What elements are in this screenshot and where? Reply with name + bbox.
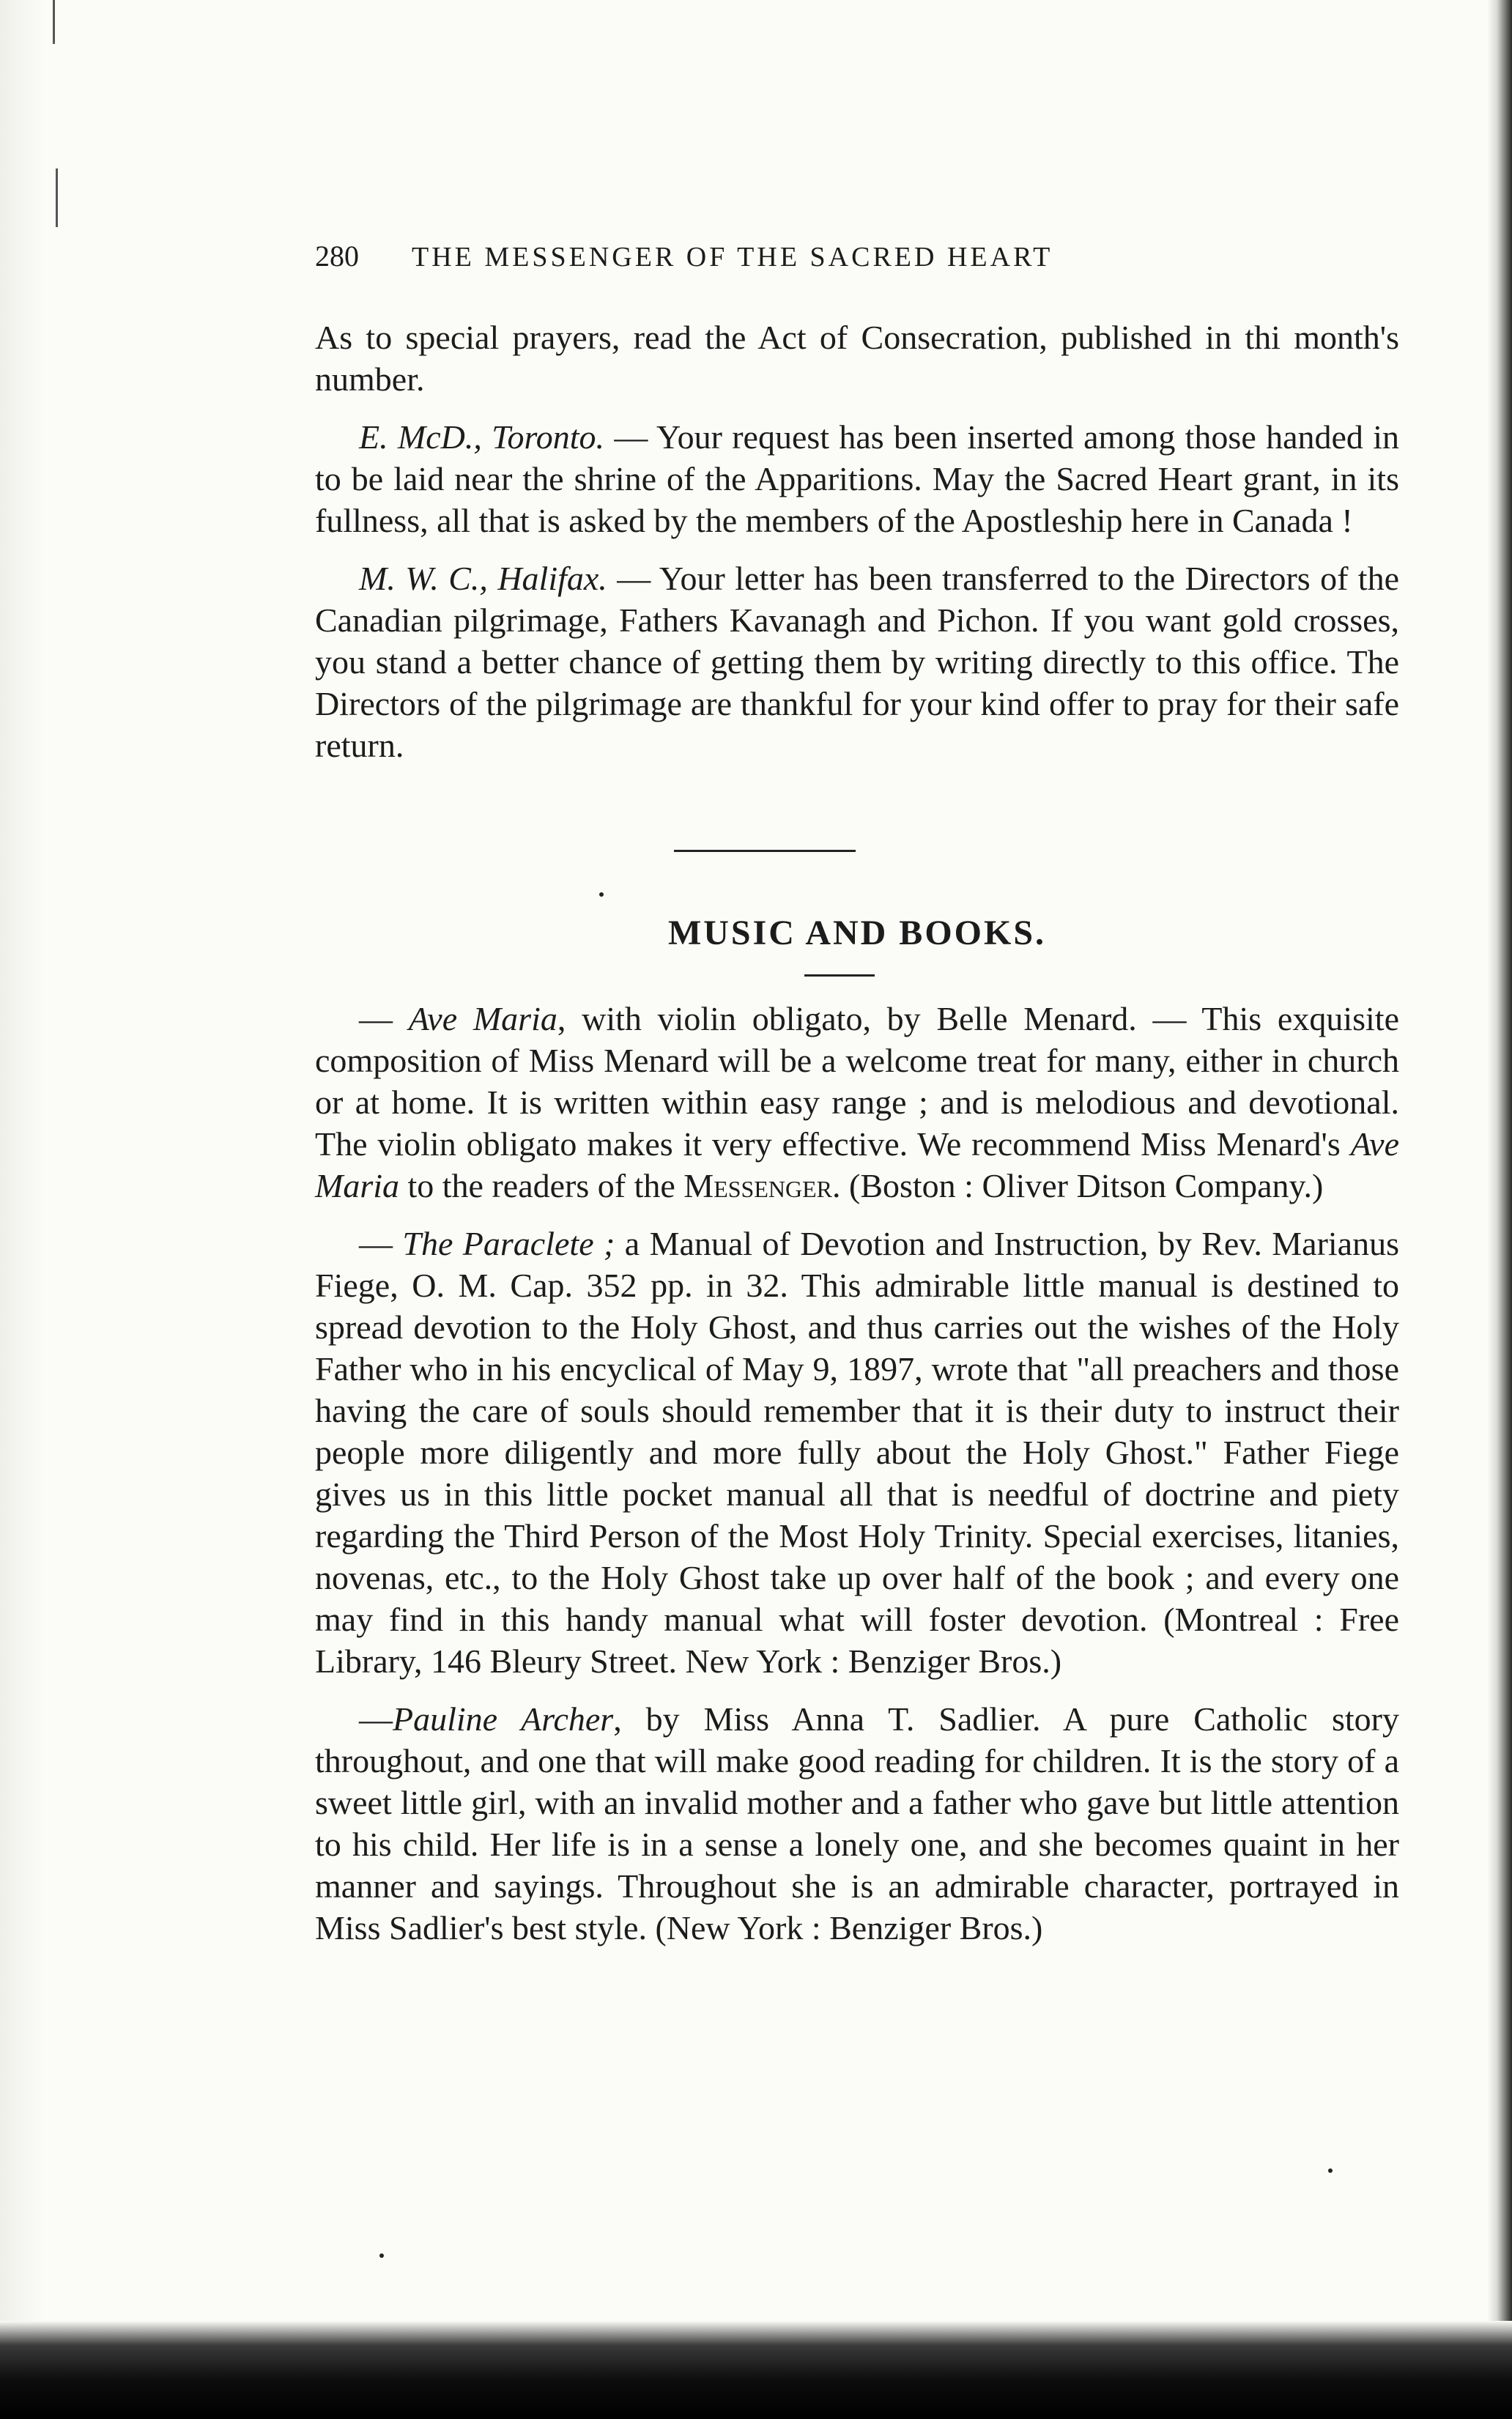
review-paragraph: —Pauline Archer, by Miss Anna T. Sadlier. A pure Catholic story throughout, and one that will make good reading for children. It is the story of a sweet little girl, with an invalid mother and a father who gave but little attention to his child. Her life is in a sense a lonely one, and she becomes quaint in her manner and sayings. Throughout she is an admirable character, portrayed in Miss Sadlier's best style. (New York : Benziger Bros.) <box>315 1700 1399 1946</box>
book-title: Ave Maria <box>315 1125 1399 1204</box>
stray-mark <box>1328 2168 1333 2173</box>
answer-paragraph: E. McD., Toronto. — Your request has been inserted among those handed in to be laid near the shrine of the Apparitions. May the Sacred Heart grant, in its fullness, all that is asked by the members of the Apostleship here in Canada ! <box>315 418 1400 539</box>
answer-paragraph: M. W. C., Halifax. — Your letter has been transferred to the Directors of the Canadian pilgrimage, Fathers Kavanagh and Pichon. If you want gold crosses, you stand a better chance of getting them by writing directly to this office. The Directors of the pilgrimage are thankful for your kind offer to pray for their safe return. <box>315 560 1399 764</box>
section-divider <box>674 850 856 852</box>
correspondent-name: M. W. C., Halifax. <box>359 560 607 597</box>
book-title: Ave Maria <box>408 1000 557 1037</box>
answer-paragraph: As to special prayers, read the Act of Consecration, published in thi month's number. <box>315 319 1399 398</box>
heading-underline <box>804 974 875 977</box>
running-head <box>315 239 1260 273</box>
running-title: THE MESSENGER OF THE SACRED HEART <box>412 242 1053 273</box>
section-heading: MUSIC AND BOOKS. <box>667 914 1047 952</box>
review-paragraph: — Ave Maria, with violin obligato, by Belle Menard. — This exquisite composition of Miss Menard will be a welcome treat for many, either in church or at home. It is written within easy range ; and is melodious and devotional. The violin obligato makes it very effective. We recommend Miss Menard's Ave Maria to the readers of the Messenger. (Boston : Oliver Ditson Company.) <box>315 1000 1399 1204</box>
page-edge-right <box>1487 0 1512 2419</box>
book-title: The Paraclete ; <box>402 1225 615 1262</box>
stray-mark <box>599 892 604 897</box>
correspondent-name: E. McD., Toronto. <box>359 418 605 456</box>
reviews-block <box>315 998 1399 1965</box>
book-title: Pauline Archer <box>393 1700 614 1738</box>
page-edge-left <box>0 0 44 2419</box>
magazine-name: Messenger <box>683 1167 832 1204</box>
stray-mark <box>379 2253 384 2258</box>
scan-shadow-bottom <box>0 2321 1512 2419</box>
page-number: 280 <box>315 240 359 273</box>
review-paragraph: — The Paraclete ; a Manual of Devotion and Instruction, by Rev. Marianus Fiege, O. M. Cap. 352 pp. in 32. This admirable little manual is destined to spread devotion to the Holy Ghost, and thus carries out the wishes of the Holy Father who in his encyclical of May 9, 1897, wrote that "all preachers and those having the care of souls should remember that it is their duty to instruct their people more diligently and more fully about the Holy Ghost." Father Fiege gives us in this little pocket manual all that is needful of doctrine and piety regarding the Third Person of the Most Holy Trinity. Special exercises, litanies, novenas, etc., to the Holy Ghost take up over half of the book ; and every one may find in this handy manual what will foster devotion. (Montreal : Free Library, 146 Bleury Street. New York : Benziger Bros.) <box>315 1225 1399 1680</box>
margin-mark <box>56 168 58 227</box>
answers-block <box>315 316 1399 782</box>
margin-mark <box>53 0 55 44</box>
